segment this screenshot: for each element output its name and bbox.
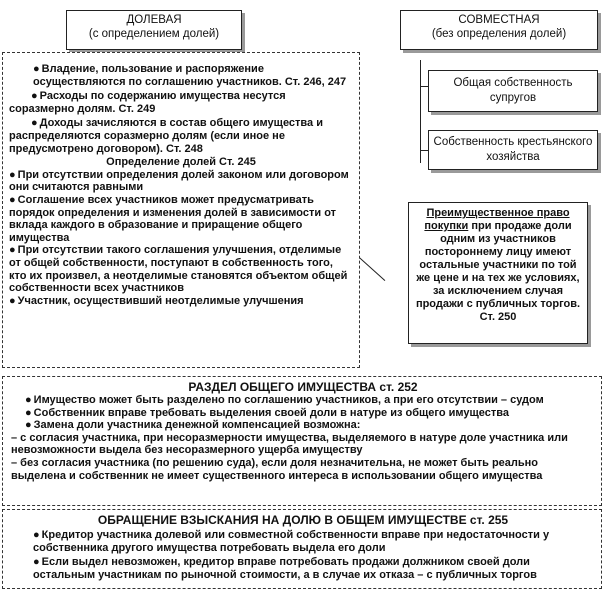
shares-heading: Определение долей Ст. 245 — [106, 156, 256, 169]
bullet-icon: ● — [33, 529, 40, 541]
shares-item: ● Соглашение всех участников может предусматривать порядок определения и изменения долей в зависимости от вклада каждого в образование и приращение общего имущества — [9, 193, 337, 244]
bullet-icon: ● — [31, 117, 38, 130]
foreclosure-item: ● Если выдел невозможен, кредитор вправе потребовать продажи должником своей доли остальным участникам по рыночной стоимости, а в случае их отказа – с публичных торгов — [33, 556, 537, 581]
foreclosure-section — [2, 509, 602, 589]
shares-item: ● При отсутствии такого соглашения улучшения, отделимые от общей собственности, поступают в собственность того, кто их произвел, а неотделимые становятся объектом общей собственности всех участников — [9, 244, 348, 295]
connector-sovmestnaya-vertical — [420, 60, 421, 163]
connector-to-peasant — [420, 150, 428, 151]
division-item: ● Собственник вправе требовать выделения своей доли в натуре из общего имущества — [25, 406, 509, 419]
spouses-property-box — [428, 70, 598, 112]
spouses-property-label: Общая собственность супругов — [453, 77, 573, 104]
dolevaya-header — [66, 10, 242, 50]
bullet-icon: ● — [9, 168, 16, 181]
division-title: РАЗДЕЛ ОБЩЕГО ИМУЩЕСТВА ст. 252 — [188, 380, 418, 394]
foreclosure-title: ОБРАЩЕНИЕ ВЗЫСКАНИЯ НА ДОЛЮ В ОБЩЕМ ИМУЩЕСТВЕ ст. 255 — [97, 513, 509, 527]
connector-to-spouses — [420, 86, 428, 87]
peasant-property-label: Собственность крестьянского хозяйства — [433, 136, 593, 163]
bullet-icon: ● — [25, 406, 32, 419]
dolevaya-title: ДОЛЕВАЯ — [126, 14, 182, 26]
bullet-icon: ● — [9, 244, 16, 257]
foreclosure-item: ● Кредитор участника долевой или совместной собственности вправе при недостаточности у собственника другого имущества потребовать выдела его доли — [33, 529, 550, 554]
division-item: ● Замена доли участника денежной компенсацией возможна: — [25, 419, 361, 432]
division-item: ● Имущество может быть разделено по соглашению участников, а при его отсутствии – судом — [25, 394, 544, 406]
sovmestnaya-title: СОВМЕСТНАЯ — [458, 14, 540, 26]
bullet-icon: ● — [9, 193, 16, 206]
rule-item: ● Владение, пользование и распоряжение осуществляются по соглашению участников. Ст. 246, 247 — [33, 63, 347, 88]
bullet-icon: ● — [33, 556, 40, 569]
rule-item: ● Доходы зачисляются в состав общего имущества и распределяются соразмерно долям (если иное не предусмотрено договором). Ст. 248 — [9, 117, 323, 155]
peasant-property-box — [428, 130, 598, 170]
bullet-icon: ● — [9, 294, 16, 307]
sovmestnaya-subtitle: (без определения долей) — [431, 28, 567, 40]
dolevaya-subtitle: (с определением долей) — [88, 28, 220, 40]
shares-item: ● Участник, осуществивший неотделимые улучшения — [9, 294, 304, 307]
division-section — [2, 376, 602, 506]
preemptive-right-term: Преимущественное право покупки — [424, 207, 570, 232]
preemptive-right-text: при продаже доли одним из участников постороннему лицу имеют остальные участники по той же цене и на тех же условиях, за исключением случая продажи с публичных торгов. Ст. 250 — [415, 220, 581, 323]
bullet-icon: ● — [25, 419, 32, 432]
bullet-icon: ● — [31, 90, 38, 103]
shares-item: ● При отсутствии определения долей законом или договором они считаются равными — [9, 168, 349, 194]
rule-item: ● Расходы по содержанию имущества несутся соразмерно долям. Ст. 249 — [9, 90, 286, 115]
bullet-icon: ● — [33, 63, 40, 75]
compensation-condition: – без согласия участника (по решению суда), если доля незначительна, не может быть реально выделена и собственник не имеет существенного интереса в использовании общего имущества — [11, 456, 543, 482]
sovmestnaya-header — [400, 10, 598, 50]
shared-ownership-rules-panel — [2, 52, 360, 368]
bullet-icon: ● — [25, 394, 32, 406]
preemptive-right-box — [408, 202, 588, 344]
compensation-condition: – с согласия участника, при несоразмерности имущества, выделяемого в натуре доле участника или невозможности выдела без несоразмерного ущерба имуществу — [11, 431, 568, 457]
